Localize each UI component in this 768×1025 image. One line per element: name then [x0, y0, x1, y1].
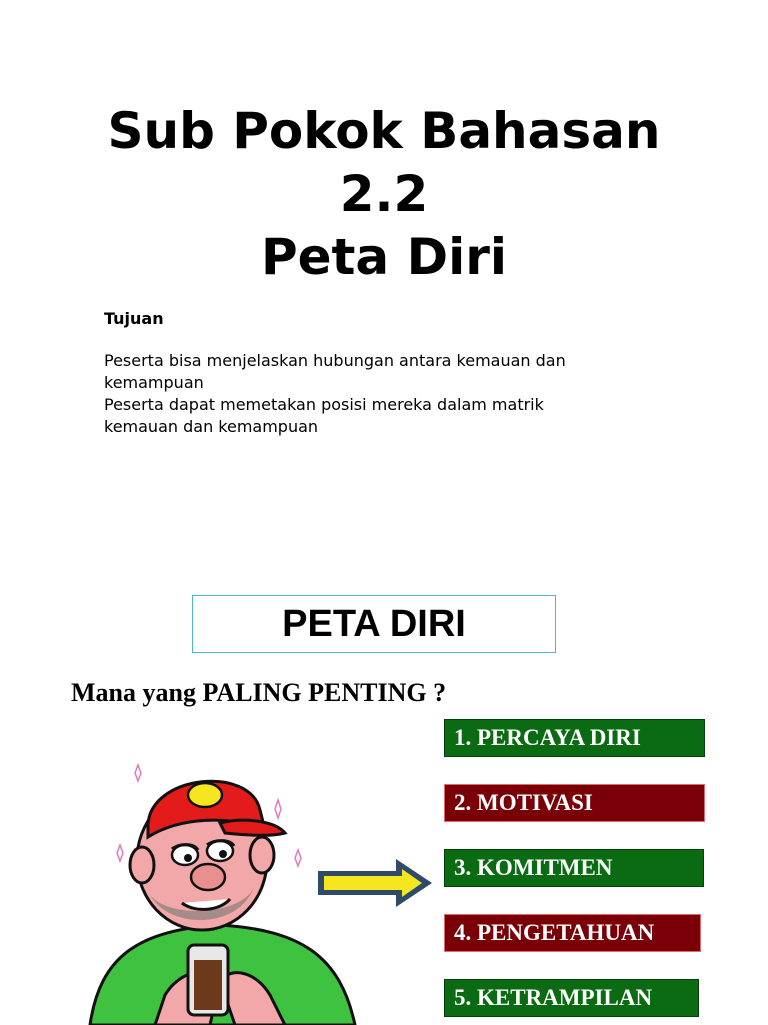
goals-line: kemauan dan kemampuan	[104, 417, 319, 436]
question-text: Mana yang PALING PENTING ?	[71, 678, 447, 707]
goals-line: kemampuan	[104, 373, 204, 392]
option-pengetahuan: 4. PENGETAHUAN	[444, 914, 701, 952]
title-line-2: 2.2	[339, 165, 429, 223]
option-komitmen: 3. KOMITMEN	[444, 849, 704, 887]
slide-peta-diri	[0, 580, 768, 1024]
yellow-arrow-right-icon	[316, 857, 436, 909]
page-title	[0, 100, 768, 289]
goals-heading: Tujuan	[104, 309, 164, 328]
option-ketrampilan: 5. KETRAMPILAN	[444, 979, 699, 1017]
title-line-1: Sub Pokok Bahasan	[107, 102, 661, 160]
goals-section	[104, 308, 664, 438]
slide-box-title: PETA DIRI	[192, 595, 556, 653]
title-line-3: Peta Diri	[260, 228, 508, 286]
option-motivasi: 2. MOTIVASI	[444, 784, 705, 822]
goals-line: Peserta bisa menjelaskan hubungan antara kemauan dan	[104, 351, 566, 370]
goals-line: Peserta dapat memetakan posisi mereka dalam matrik	[104, 395, 544, 414]
option-percaya-diri: 1. PERCAYA DIRI	[444, 719, 705, 757]
